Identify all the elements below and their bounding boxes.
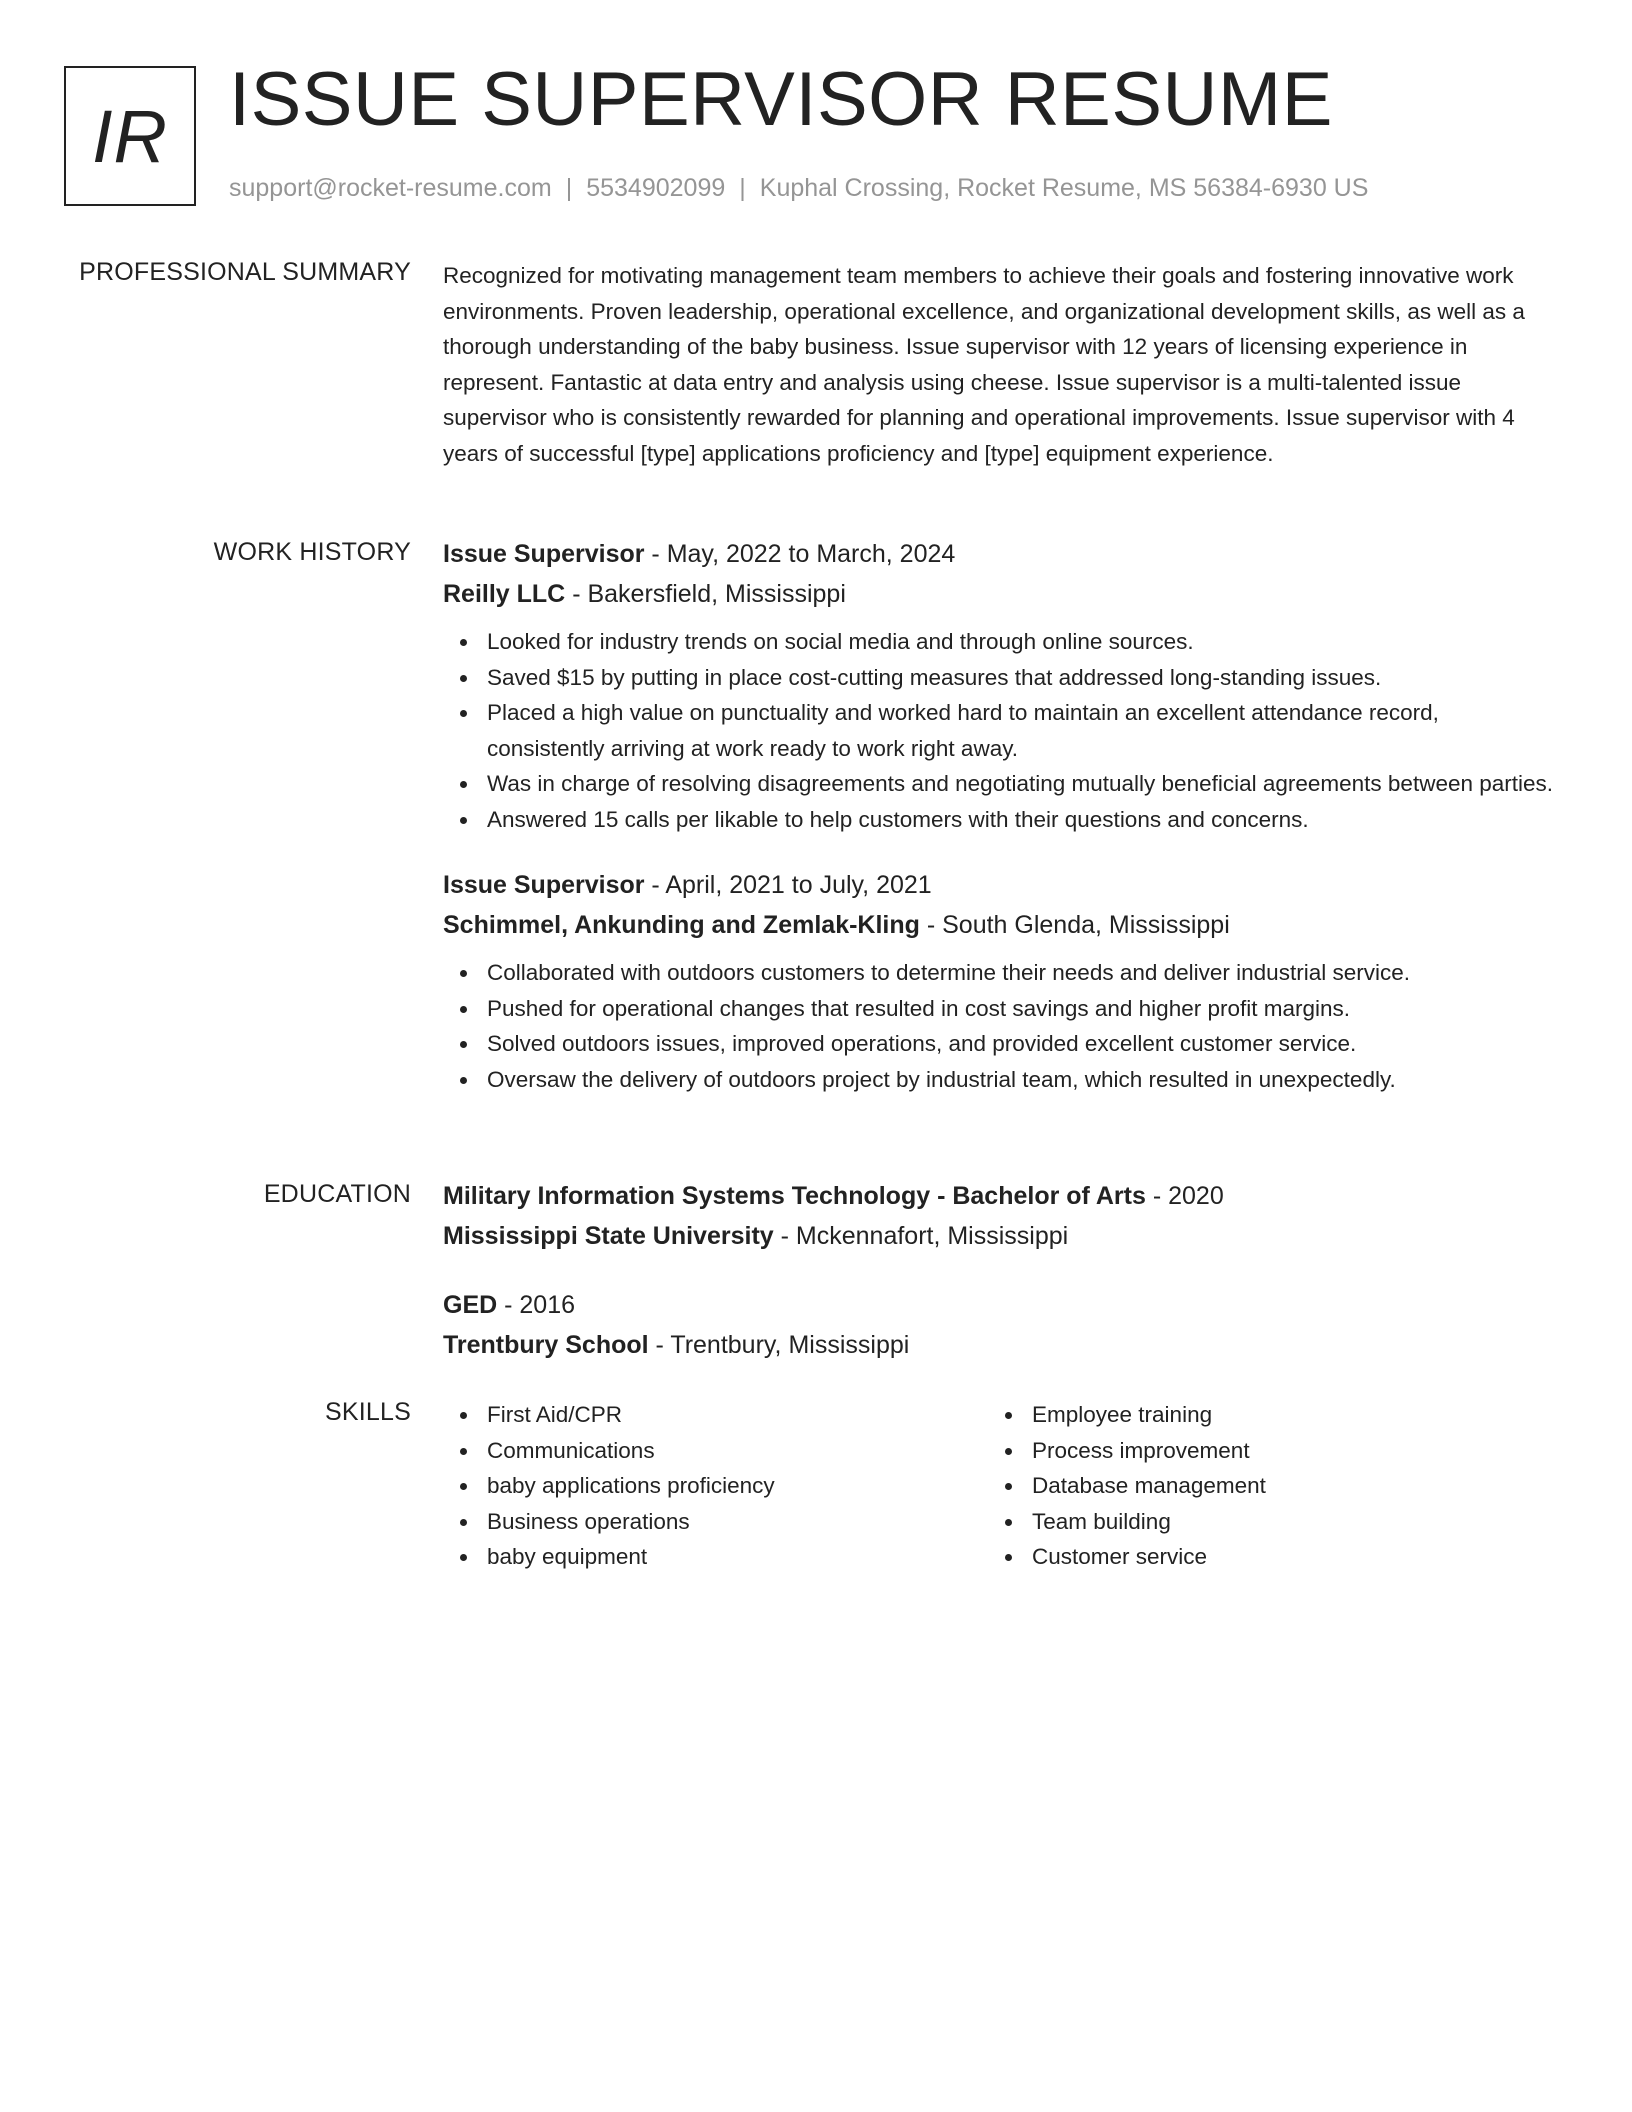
summary-text: Recognized for motivating management team members to achieve their goals and fostering innovative work environments. Proven leadership, operational excellence, and organizational development skills, as well as a thorough understanding of the baby business. Issue supervisor with 12 years of licensing experience in represent. Fantastic at data entry and analysis using cheese. Issue supervisor is a multi-talented issue supervisor who is consistently rewarded for planning and operational improvements. Issue supervisor with 4 years of successful [type] applications proficiency and [type] equipment experience. — [443, 263, 1525, 466]
skills-columns — [443, 1397, 1558, 1575]
contact-separator: | — [739, 174, 746, 202]
job-bullet: Saved $15 by putting in place cost-cutting measures that addressed long-standing issues. — [487, 660, 1558, 696]
job-bullet: Collaborated with outdoors customers to determine their needs and deliver industrial service. — [487, 955, 1558, 991]
education-entry — [443, 1285, 1558, 1365]
job-location: - Bakersfield, Mississippi — [565, 580, 846, 608]
school-location: - Trentbury, Mississippi — [648, 1331, 910, 1359]
job-title: Issue Supervisor — [443, 871, 645, 899]
job-entry — [443, 865, 1558, 1097]
degree-year: - 2020 — [1145, 1182, 1224, 1210]
monogram-initials: IR — [92, 94, 168, 178]
contact-address: Kuphal Crossing, Rocket Resume, MS 56384-6930 US — [759, 174, 1369, 202]
skill-item: Communications — [487, 1433, 988, 1469]
job-bullet: Was in charge of resolving disagreements and negotiating mutually beneficial agreements between parties. — [487, 766, 1558, 802]
job-bullet: Oversaw the delivery of outdoors project by industrial team, which resulted in unexpectedly. — [487, 1062, 1558, 1098]
work-history-body — [443, 534, 1558, 1097]
section-heading-summary: PROFESSIONAL SUMMARY — [79, 258, 411, 286]
monogram-logo — [64, 66, 196, 206]
section-heading-education: EDUCATION — [263, 1180, 411, 1208]
skill-item: Employee training — [1032, 1397, 1533, 1433]
skill-item: Database management — [1032, 1468, 1533, 1504]
skills-list — [443, 1397, 988, 1575]
skills-column-left — [443, 1397, 988, 1575]
skill-item: Customer service — [1032, 1539, 1533, 1575]
job-title-line — [443, 865, 1558, 905]
school-line — [443, 1216, 1558, 1256]
contact-line — [229, 174, 1368, 203]
skills-list — [988, 1397, 1533, 1575]
degree: GED — [443, 1291, 498, 1319]
skill-item: Team building — [1032, 1504, 1533, 1540]
skill-item: baby equipment — [487, 1539, 988, 1575]
skills-body — [443, 1397, 1558, 1575]
job-entry — [443, 534, 1558, 837]
job-dates: - April, 2021 to July, 2021 — [644, 871, 932, 899]
job-bullets — [443, 955, 1558, 1097]
degree-line — [443, 1176, 1558, 1216]
job-bullet: Answered 15 calls per likable to help customers with their questions and concerns. — [487, 802, 1558, 838]
summary-body — [443, 258, 1558, 471]
section-heading-work-history: WORK HISTORY — [213, 538, 411, 566]
job-company: Reilly LLC — [443, 580, 566, 608]
contact-separator: | — [565, 174, 573, 202]
job-bullet: Looked for industry trends on social media and through online sources. — [487, 624, 1558, 660]
job-company: Schimmel, Ankunding and Zemlak-Kling — [443, 911, 920, 939]
skills-column-right — [988, 1397, 1533, 1575]
job-bullet: Solved outdoors issues, improved operations, and provided excellent customer service. — [487, 1026, 1558, 1062]
job-bullets — [443, 624, 1558, 837]
contact-phone: 5534902099 — [586, 174, 726, 202]
job-title-line — [443, 534, 1558, 574]
job-company-line — [443, 574, 1558, 614]
degree-year: - 2016 — [497, 1291, 576, 1319]
job-dates: - May, 2022 to March, 2024 — [644, 540, 956, 568]
contact-email: support@rocket-resume.com — [229, 174, 552, 202]
education-entry — [443, 1176, 1558, 1256]
job-title: Issue Supervisor — [443, 540, 645, 568]
degree-line — [443, 1285, 1558, 1325]
degree: Military Information Systems Technology - Bachelor of Arts — [443, 1182, 1146, 1210]
skill-item: Business operations — [487, 1504, 988, 1540]
education-body — [443, 1176, 1558, 1365]
school-line — [443, 1325, 1558, 1365]
school: Mississippi State University — [443, 1222, 774, 1250]
job-bullet: Placed a high value on punctuality and worked hard to maintain an excellent attendance record, consistently arriving at work ready to work right away. — [487, 695, 1558, 766]
school-location: - Mckennafort, Mississippi — [773, 1222, 1069, 1250]
skill-item: Process improvement — [1032, 1433, 1533, 1469]
job-bullet: Pushed for operational changes that resulted in cost savings and higher profit margins. — [487, 991, 1558, 1027]
job-company-line — [443, 905, 1558, 945]
school: Trentbury School — [443, 1331, 649, 1359]
section-heading-skills: SKILLS — [325, 1398, 411, 1426]
resume-title: ISSUE SUPERVISOR RESUME — [229, 57, 1333, 142]
job-location: - South Glenda, Mississippi — [919, 911, 1230, 939]
skill-item: baby applications proficiency — [487, 1468, 988, 1504]
skill-item: First Aid/CPR — [487, 1397, 988, 1433]
